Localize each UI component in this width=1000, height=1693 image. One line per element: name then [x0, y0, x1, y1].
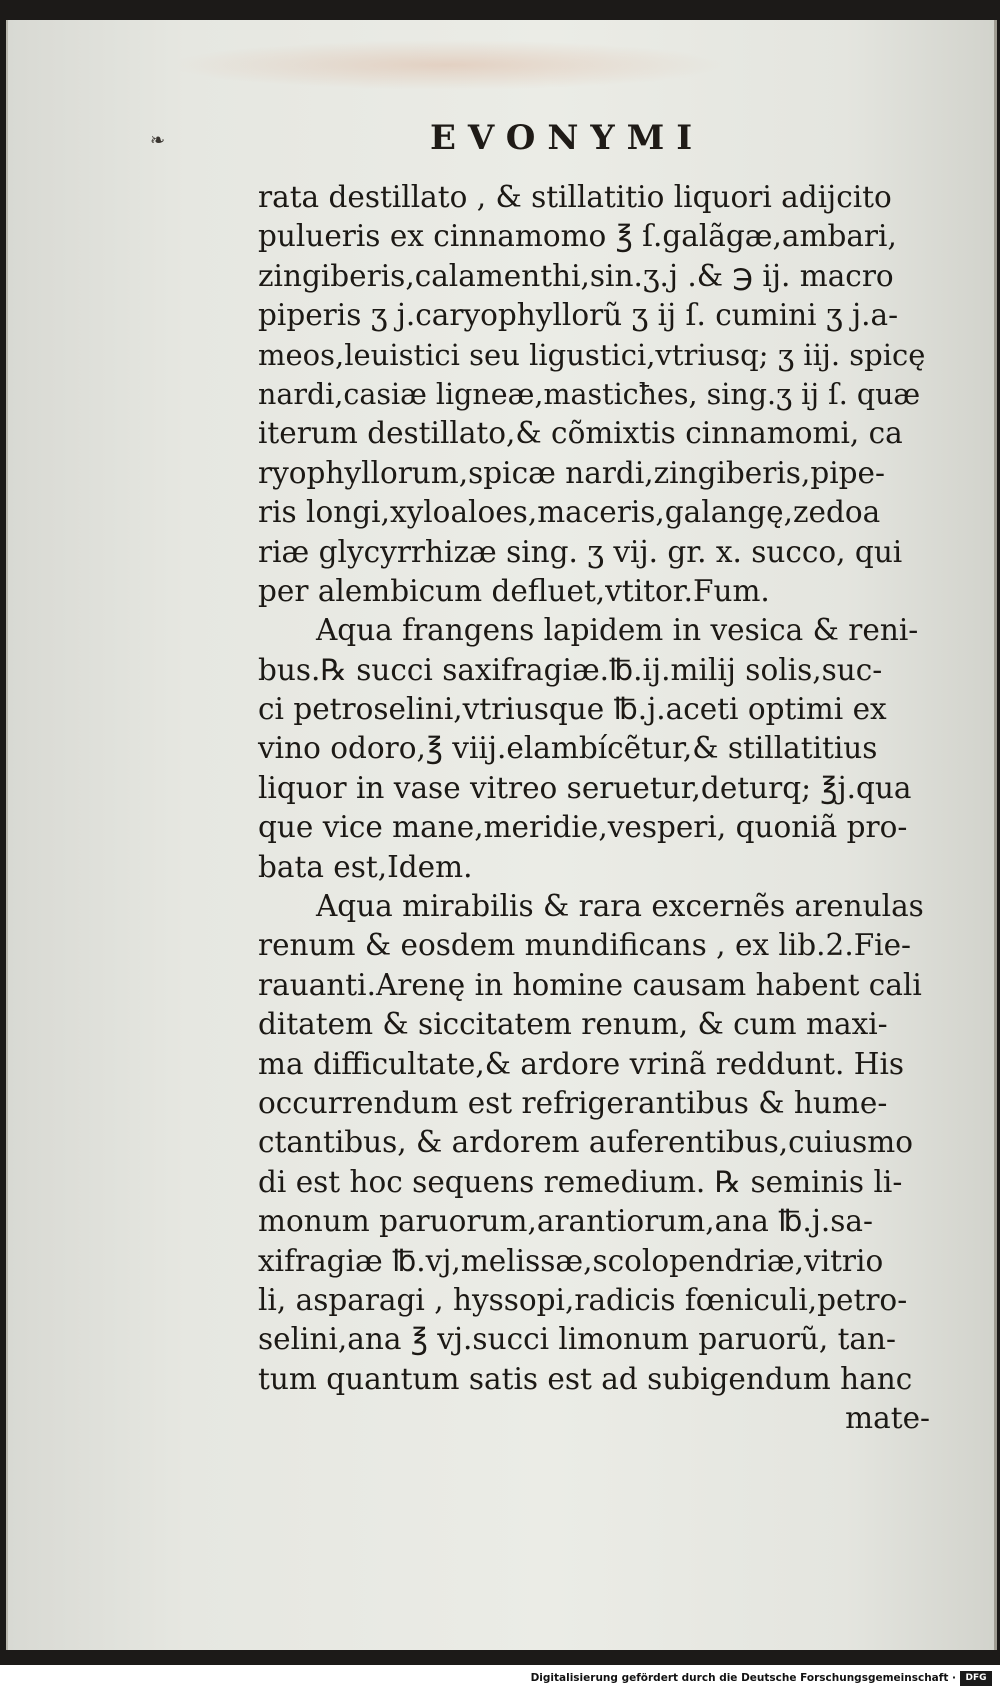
text-line: vino odoro,℥ viij.elambícẽtur,& stillatitius: [258, 731, 878, 766]
text-line: ris longi,xyloaloes,maceris,galangę,zedoa: [258, 495, 881, 530]
text-line: bus.℞ succi saxifragiæ.℔.ij.milij solis,suc-: [258, 652, 883, 687]
dfg-logo-icon: DFG: [960, 1671, 992, 1686]
text-line: meos,leuistici seu ligustici,vtriusq; ʒ iij. spicę: [258, 337, 926, 372]
text-line: di est hoc sequens remedium. ℞ seminis li-: [258, 1164, 903, 1199]
text-line: selini,ana ℥ vj.succi limonum paruorũ, tan-: [258, 1322, 896, 1357]
text-line: nardi,casiæ ligneæ,masticħes, sing.ʒ ij ſ. quæ: [258, 377, 921, 411]
text-line: liquor in vase vitreo seruetur,deturq; ℥j.qua: [258, 770, 912, 805]
text-line: ctantibus, & ardorem auferentibus,cuiusmo: [258, 1125, 913, 1160]
paragraph-start-line: Aqua mirabilis & rara excernẽs arenulas: [316, 889, 924, 924]
text-line: occurrendum est refrigerantibus & hume-: [258, 1085, 888, 1120]
text-line: zingiberis,calamenthi,sin.ʒ.j .& ℈ ij. macro: [258, 258, 894, 293]
text-line: xifragiæ ℔.vj,melissæ,scolopendriæ,vitrio: [258, 1243, 884, 1278]
footer-credit: Digitalisierung gefördert durch die Deutsche Forschungsgemeinschaft ·: [530, 1672, 956, 1684]
text-line: ma difficultate,& ardore vrinã reddunt. His: [258, 1046, 905, 1081]
catchword: mate-: [845, 1401, 930, 1436]
text-line: renum & eosdem mundificans , ex lib.2.Fie-: [258, 928, 912, 963]
text-line: li, asparagi , hyssopi,radicis fœniculi,petro-: [258, 1282, 908, 1317]
text-line: tum quantum satis est ad subigendum hanc: [258, 1361, 913, 1396]
body-text: [258, 178, 930, 1439]
running-head: EVONYMI: [430, 118, 705, 158]
text-line: bata est,Idem.: [258, 849, 473, 884]
text-line: pulueris ex cinnamomo ℥ ſ.galãgæ,ambari,: [258, 219, 897, 254]
text-line: piperis ʒ j.caryophyllorũ ʒ ij ſ. cumini ʒ j.a-: [258, 298, 899, 333]
text-line: per alembicum defluet,vtitor.Fum.: [258, 573, 770, 608]
text-line: rata destillato , & stillatitio liquori adijcito: [258, 180, 892, 214]
text-line: ci petroselini,vtriusque ℔.j.aceti optimi ex: [258, 692, 887, 727]
paragraph-start-line: Aqua frangens lapidem in vesica & reni-: [316, 613, 919, 648]
text-line: ditatem & siccitatem renum, & cum maxi-: [258, 1007, 888, 1042]
text-line: iterum destillato,& cõmixtis cinnamomi, ca: [258, 416, 903, 451]
text-line: ryophyllorum,spicæ nardi,zingiberis,pipe-: [258, 455, 885, 490]
text-line: que vice mane,meridie,vesperi, quoniã pro-: [258, 810, 908, 845]
text-line: monum paruorum,arantiorum,ana ℔.j.sa-: [258, 1204, 873, 1239]
text-line: rauanti.Arenę in homine causam habent cali: [258, 967, 922, 1002]
text-line: riæ glycyrrhizæ sing. ʒ vij. gr. x. succo, qui: [258, 534, 903, 569]
ornament-mark: ❧: [150, 130, 166, 151]
